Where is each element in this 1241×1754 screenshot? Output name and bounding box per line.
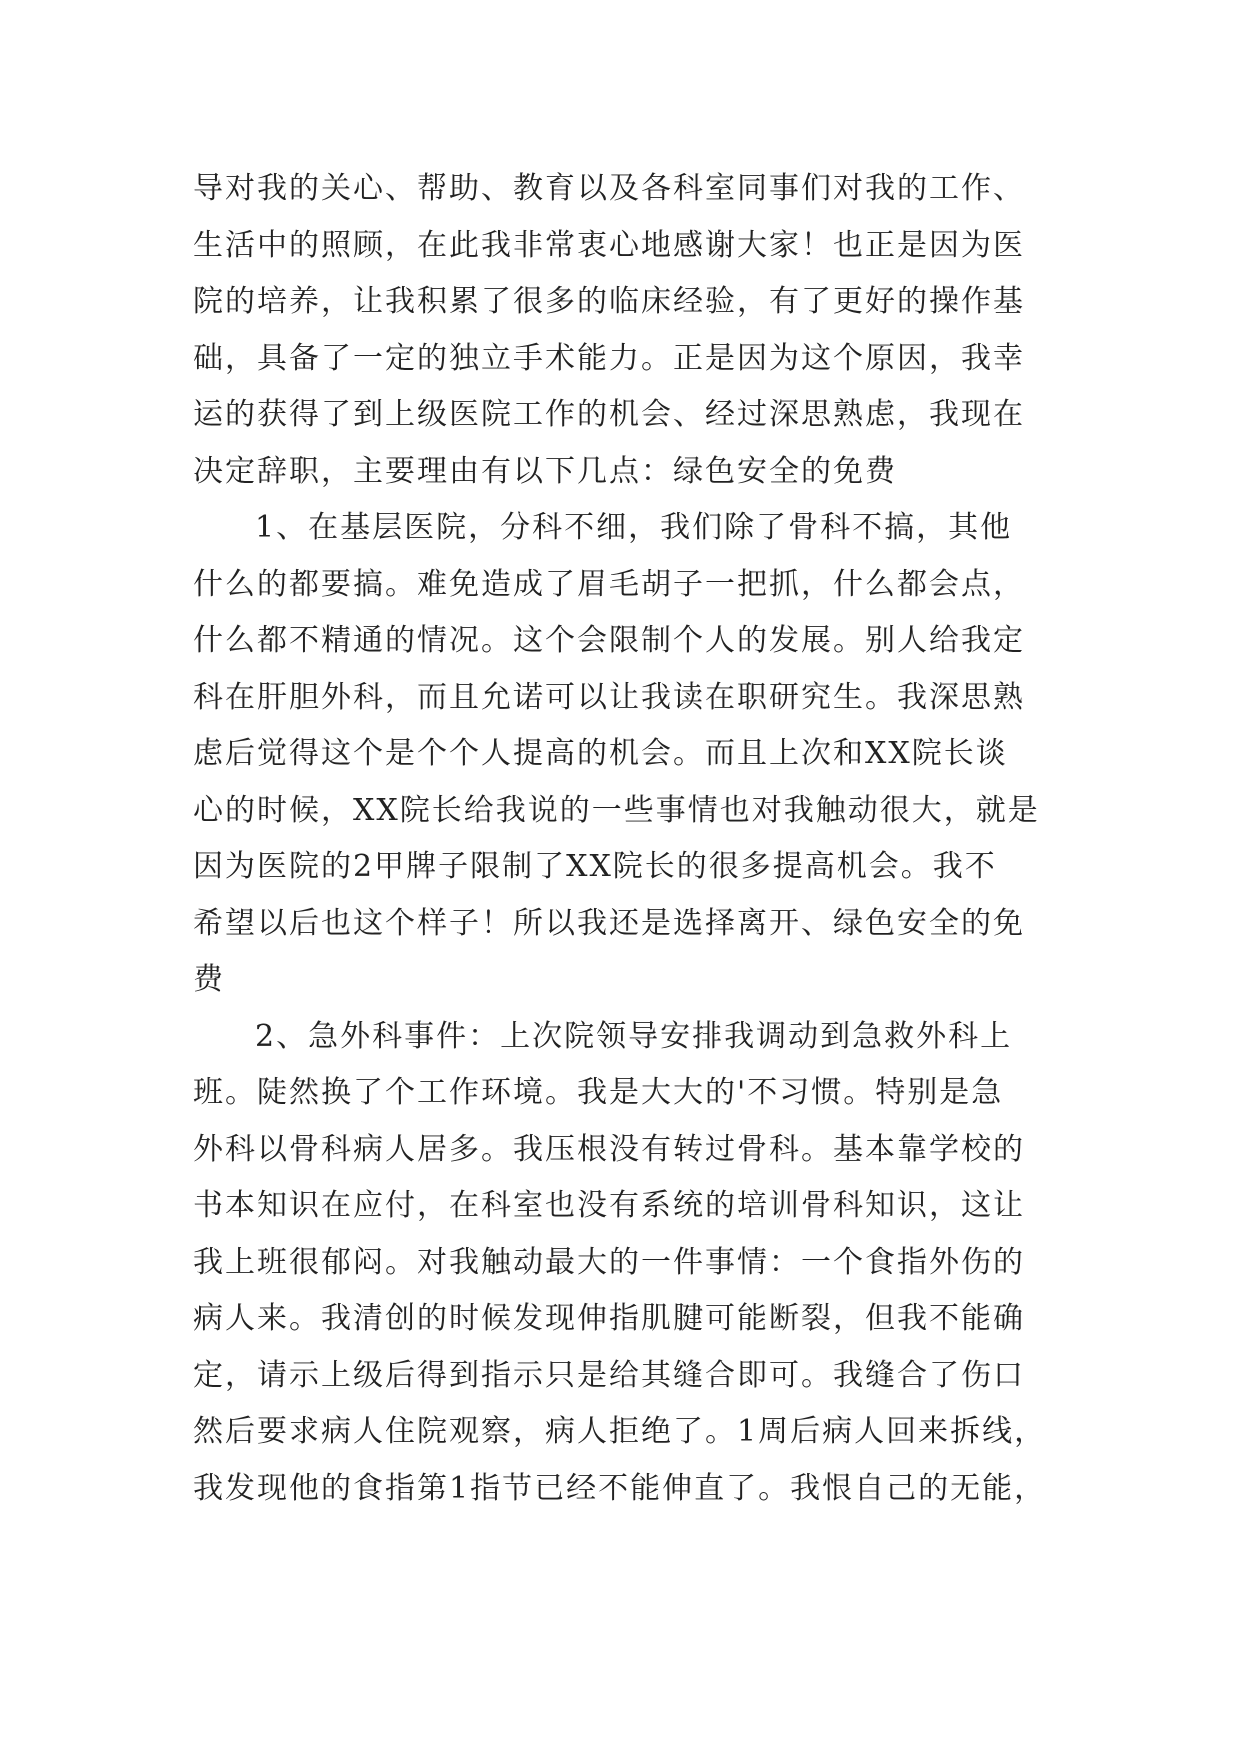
text-line: 外科以骨科病人居多。我压根没有转过骨科。基本靠学校的 [193,1131,1025,1167]
text-line: 科在肝胆外科，而且允诺可以让我读在职研究生。我深思熟 [193,679,1025,715]
text-line: 然后要求病人住院观察，病人拒绝了。1周后病人回来拆线， [193,1414,1047,1449]
text-line: 运的获得了到上级医院工作的机会、经过深思熟虑，我现在 [193,397,1025,432]
text-line: 础，具备了一定的独立手术能力。正是因为这个原因，我幸 [193,340,1025,376]
text-line: 决定辞职，主要理由有以下几点：绿色安全的免费 [193,453,897,489]
text-line: 我上班很郁闷。对我触动最大的一件事情：一个食指外伤的 [193,1244,1025,1280]
paragraph-3 [193,1009,1073,1518]
text-line: 书本知识在应付，在科室也没有系统的培训骨科知识，这让 [193,1188,1025,1223]
text-line: 希望以后也这个样子！所以我还是选择离开、绿色安全的免 [193,905,1025,941]
text-line: 班。陡然换了个工作环境。我是大大的'不习惯。特别是急 [193,1075,1004,1110]
text-line: 生活中的照顾，在此我非常衷心地感谢大家！也正是因为医 [193,227,1025,263]
paragraph-2 [193,500,1073,1009]
text-line: 我发现他的食指第1指节已经不能伸直了。我恨自己的无能， [193,1470,1047,1506]
text-line: 病人来。我清创的时候发现伸指肌腱可能断裂，但我不能确 [193,1301,1025,1336]
text-line: 因为医院的2甲牌子限制了XX院长的很多提高机会。我不 [193,849,997,884]
text-line: 心的时候，XX院长给我说的一些事情也对我触动很大，就是 [193,792,1040,828]
text-line: 2、急外科事件：上次院领导安排我调动到急救外科上 [255,1018,1013,1054]
text-line: 虑后觉得这个是个个人提高的机会。而且上次和XX院长谈 [193,736,1008,771]
paragraph-1 [193,161,1073,500]
text-line: 1、在基层医院，分科不细，我们除了骨科不搞，其他 [255,510,1013,545]
document-body [193,161,1073,1517]
text-line: 费 [193,962,225,997]
text-line: 什么的都要搞。难免造成了眉毛胡子一把抓，什么都会点， [193,566,1025,602]
text-line: 导对我的关心、帮助、教育以及各科室同事们对我的工作、 [193,171,1025,206]
text-line: 院的培养，让我积累了很多的临床经验，有了更好的操作基 [193,284,1025,319]
text-line: 定，请示上级后得到指示只是给其缝合即可。我缝合了伤口 [193,1357,1025,1393]
text-line: 什么都不精通的情况。这个会限制个人的发展。别人给我定 [193,623,1025,658]
